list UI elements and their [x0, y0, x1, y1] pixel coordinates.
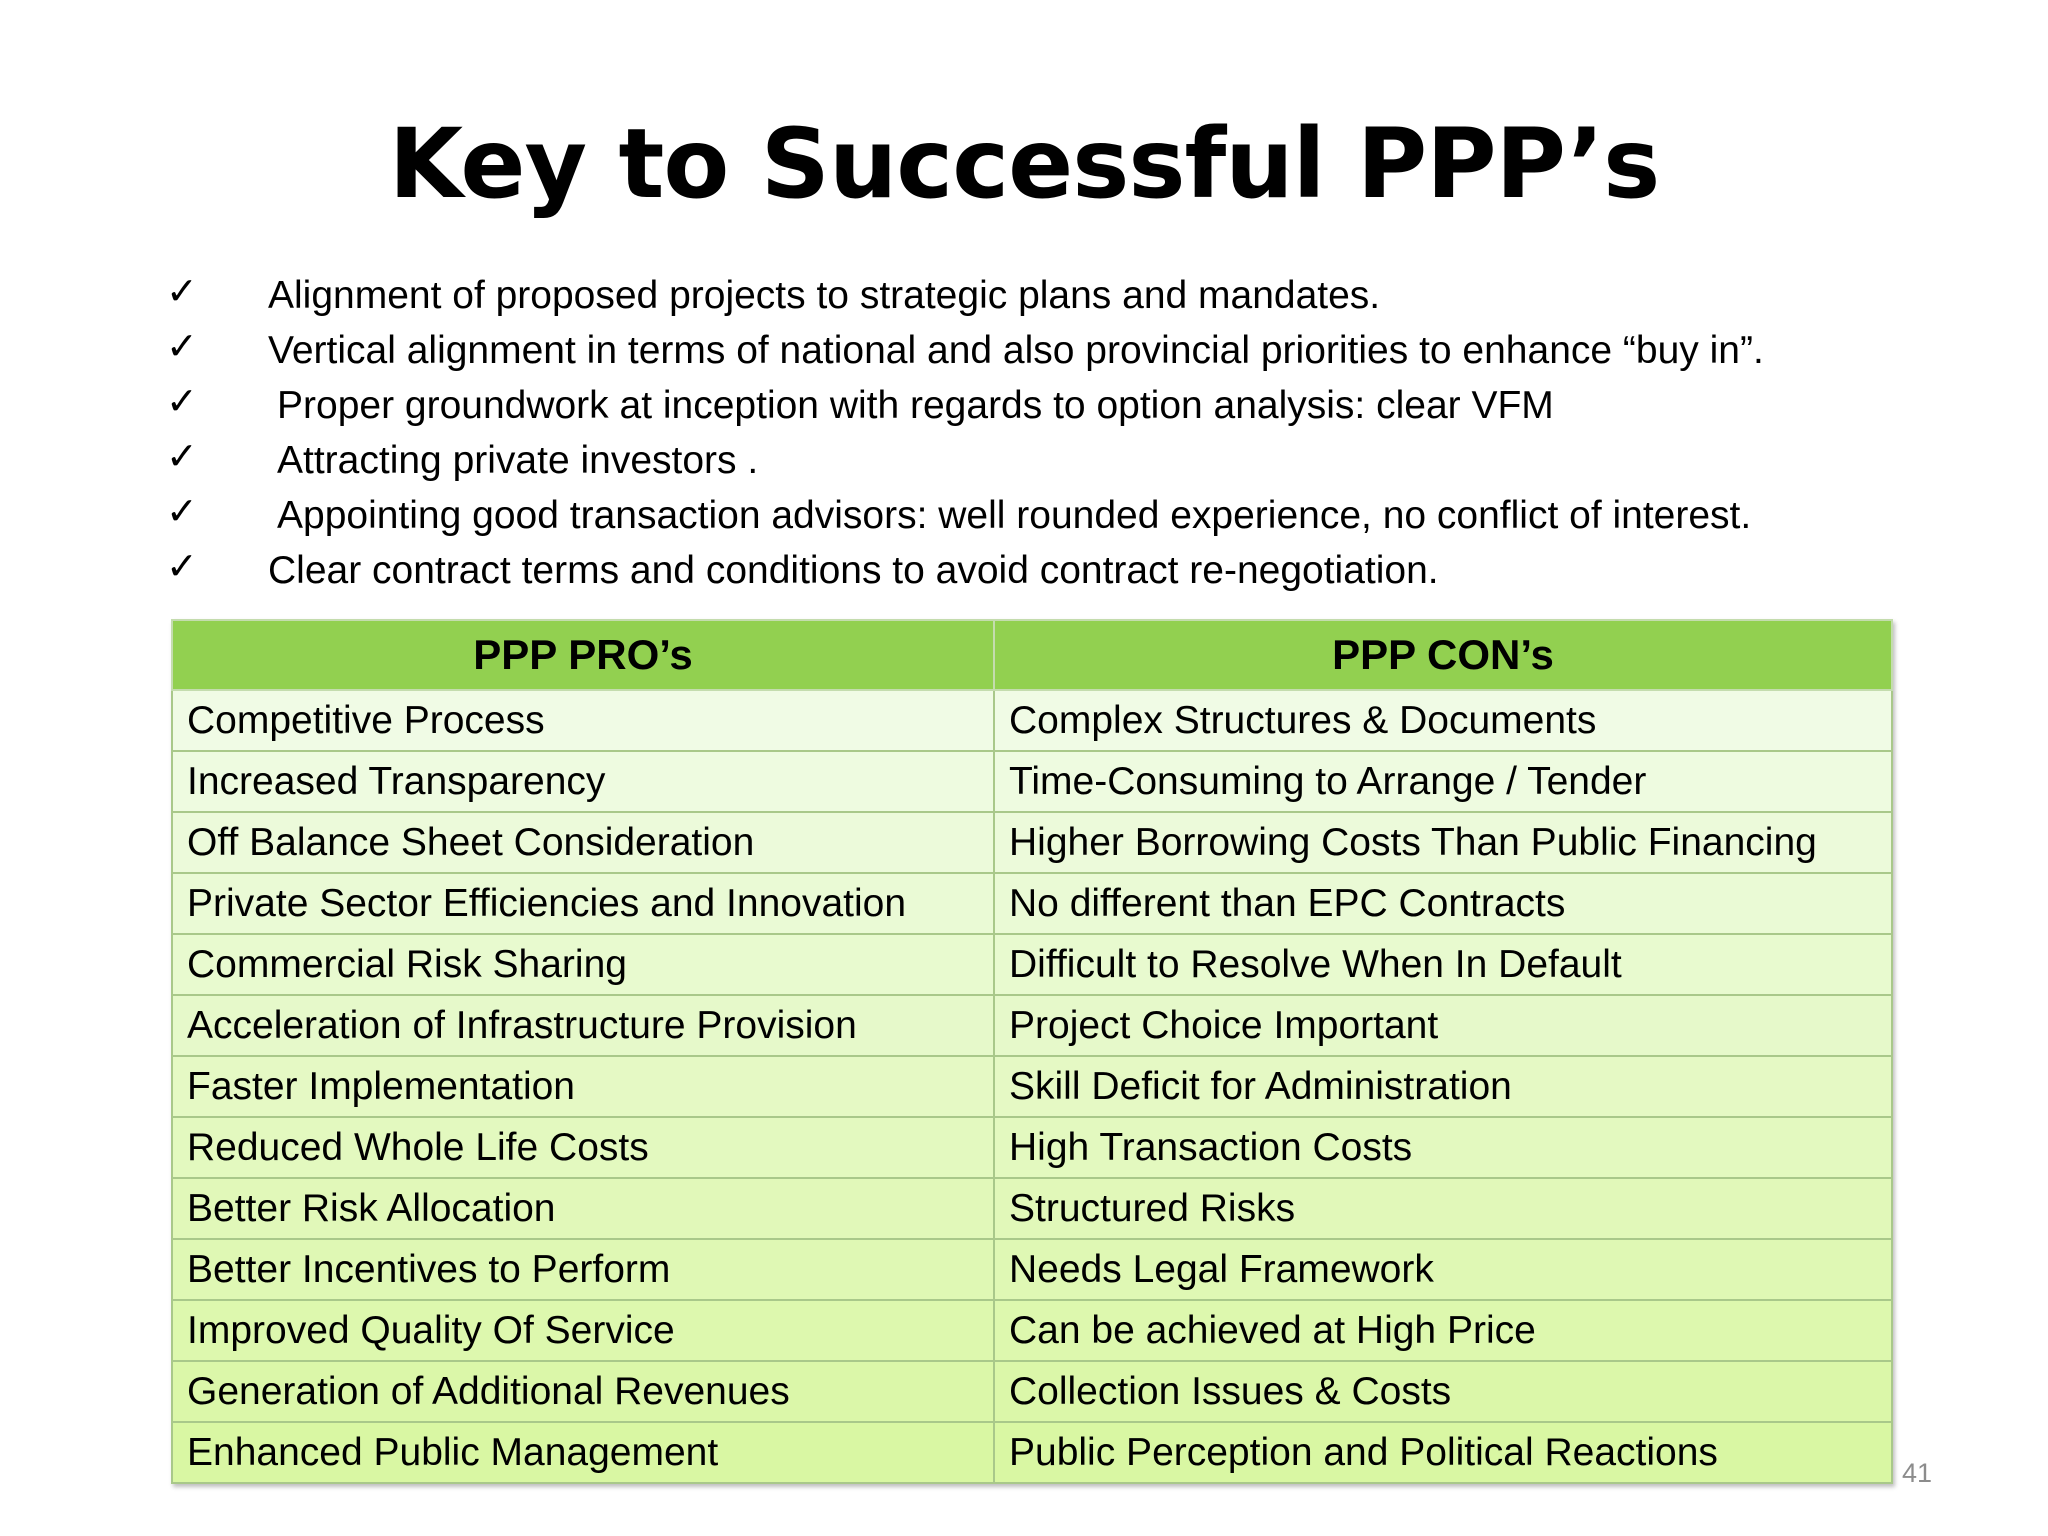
bullet-item [166, 323, 2006, 378]
checkmark-icon: ✓ [166, 379, 198, 423]
con-cell: No different than EPC Contracts [994, 873, 1892, 934]
header-pros: PPP PRO’s [172, 620, 994, 690]
bullet-item [166, 378, 2006, 433]
pro-cell: Acceleration of Infrastructure Provision [172, 995, 994, 1056]
bullet-item [166, 543, 2006, 598]
pro-cell: Generation of Additional Revenues [172, 1361, 994, 1422]
con-cell: Can be achieved at High Price [994, 1300, 1892, 1361]
con-cell: Needs Legal Framework [994, 1239, 1892, 1300]
pros-cons-table [171, 619, 1893, 1484]
slide-title: Key to Successful PPP’s [388, 108, 1660, 220]
con-cell: Structured Risks [994, 1178, 1892, 1239]
page-number: 41 [1902, 1458, 1933, 1488]
table-row [172, 1422, 1892, 1483]
table-row [172, 1361, 1892, 1422]
table-row [172, 1178, 1892, 1239]
con-cell: Skill Deficit for Administration [994, 1056, 1892, 1117]
bullet-text: Proper groundwork at inception with regards to option analysis: clear VFM [277, 384, 1554, 427]
table-header-row [172, 620, 1892, 690]
con-cell: Project Choice Important [994, 995, 1892, 1056]
pro-cell: Increased Transparency [172, 751, 994, 812]
con-cell: Complex Structures & Documents [994, 690, 1892, 751]
bullet-text: Alignment of proposed projects to strategic plans and mandates. [268, 274, 1381, 317]
bullet-text: Vertical alignment in terms of national and also provincial priorities to enhance “buy in”. [268, 329, 1764, 372]
table-row [172, 812, 1892, 873]
pro-cell: Better Incentives to Perform [172, 1239, 994, 1300]
pro-cell: Commercial Risk Sharing [172, 934, 994, 995]
pro-cell: Competitive Process [172, 690, 994, 751]
con-cell: Collection Issues & Costs [994, 1361, 1892, 1422]
bullet-text: Clear contract terms and conditions to avoid contract re-negotiation. [268, 549, 1439, 592]
pro-cell: Enhanced Public Management [172, 1422, 994, 1483]
checkmark-icon: ✓ [166, 544, 198, 588]
con-cell: High Transaction Costs [994, 1117, 1892, 1178]
con-cell: Time-Consuming to Arrange / Tender [994, 751, 1892, 812]
bullet-item [166, 488, 2006, 543]
con-cell: Difficult to Resolve When In Default [994, 934, 1892, 995]
table-body [172, 690, 1892, 1483]
pro-cell: Reduced Whole Life Costs [172, 1117, 994, 1178]
table-row [172, 690, 1892, 751]
checkmark-icon: ✓ [166, 489, 198, 533]
bullet-item [166, 268, 2006, 323]
table-row [172, 873, 1892, 934]
header-cons: PPP CON’s [994, 620, 1892, 690]
bullet-item [166, 433, 2006, 488]
checkmark-icon: ✓ [166, 434, 198, 478]
table-row [172, 1117, 1892, 1178]
bullet-text: Appointing good transaction advisors: well rounded experience, no conflict of interest. [277, 494, 1752, 537]
bullet-text: Attracting private investors . [277, 439, 759, 482]
table-row [172, 1239, 1892, 1300]
checkmark-icon: ✓ [166, 324, 198, 368]
table-row [172, 1300, 1892, 1361]
con-cell: Higher Borrowing Costs Than Public Financing [994, 812, 1892, 873]
table-row [172, 1056, 1892, 1117]
pro-cell: Faster Implementation [172, 1056, 994, 1117]
con-cell: Public Perception and Political Reactions [994, 1422, 1892, 1483]
checkmark-icon: ✓ [166, 269, 198, 313]
table-row [172, 751, 1892, 812]
pro-cell: Off Balance Sheet Consideration [172, 812, 994, 873]
pro-cell: Better Risk Allocation [172, 1178, 994, 1239]
pro-cell: Private Sector Efficiencies and Innovation [172, 873, 994, 934]
pro-cell: Improved Quality Of Service [172, 1300, 994, 1361]
table-row [172, 995, 1892, 1056]
bullet-list [166, 268, 2006, 598]
table-row [172, 934, 1892, 995]
